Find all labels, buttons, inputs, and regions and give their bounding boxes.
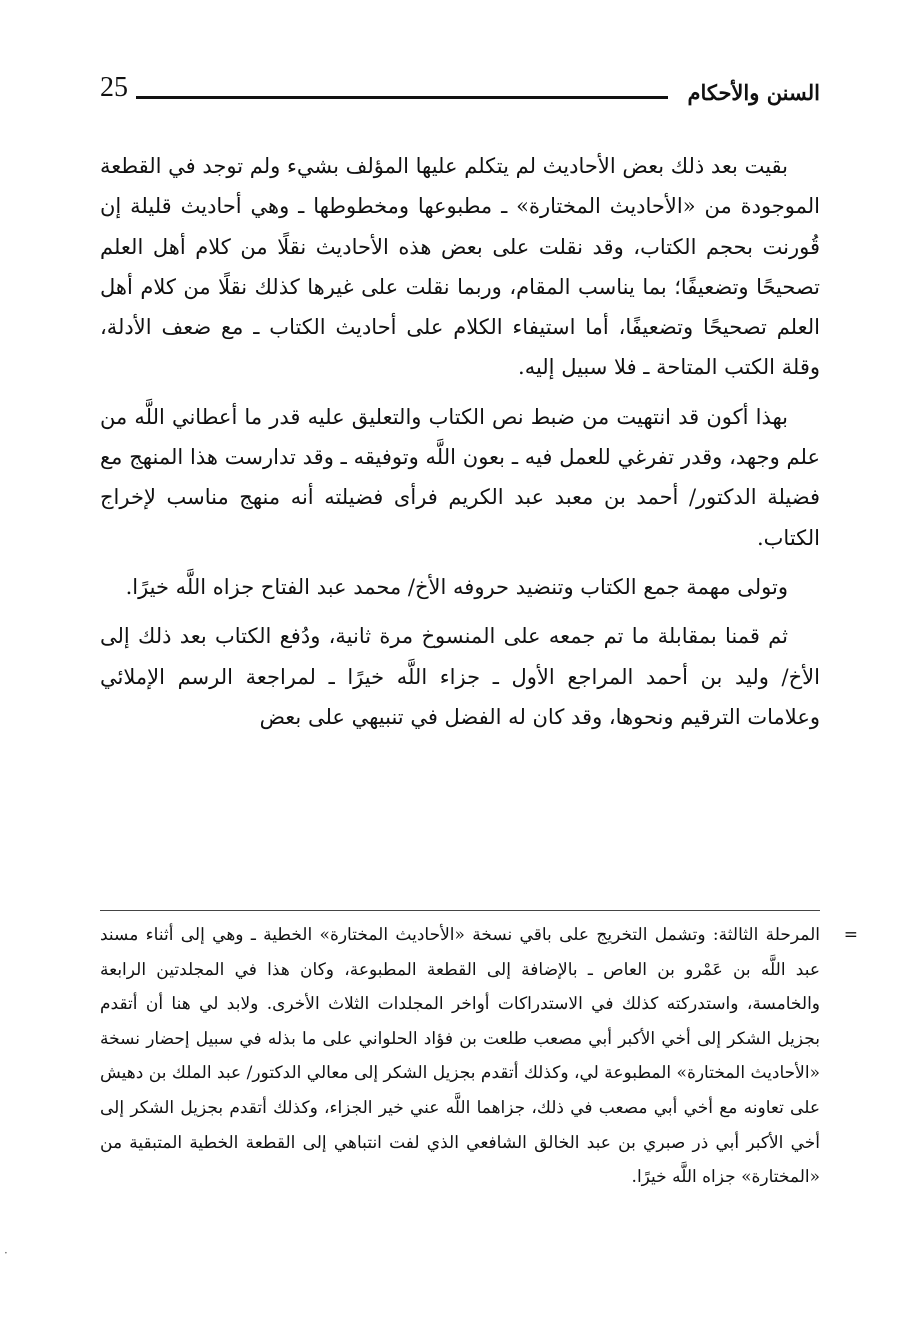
paragraph: بهذا أكون قد انتهيت من ضبط نص الكتاب والتعليق عليه قدر ما أعطاني اللَّه من علم وجهد، وقدر تفرغي للعمل فيه ـ بعون اللَّه وتوفيقه ـ وقد تدارست هذا المنهج مع فضيلة الدكتور/ أحمد بن معبد عبد الكريم فرأى فضيلته أنه منهج مناسب لإخراج الكتاب. bbox=[100, 404, 820, 550]
paragraph: ثم قمنا بمقابلة ما تم جمعه على المنسوخ مرة ثانية، ودُفع الكتاب بعد ذلك إلى الأخ/ وليد بن أحمد المراجع الأول ـ جزاء اللَّه خيرًا ـ لمراجعة الرسم الإملائي وعلامات الترقيم ونحوها، وقد كان له الفضل في تنبيهي على بعض bbox=[100, 624, 820, 729]
footnote: المرحلة الثالثة: وتشمل التخريج على باقي نسخة «الأحاديث المختارة» الخطية ـ وهي إلى أثناء مسند عبد اللَّه بن عَمْرو بن العاص ـ بالإضافة إلى القطعة المطبوعة، وكان هذا في المجلدتين الرابعة والخامسة، واستدركته كذلك في الاستدراكات أواخر المجلدات الثلاث الأخرى. ولابد لي هنا أن أتقدم بجزيل الشكر إلى أخي الأكبر أبي مصعب طلعت بن فؤاد الحلواني على ما بذله في سبيل إحضار نسخة «الأحاديث المختارة» المطبوعة لي، وكذلك أتقدم بجزيل الشكر إلى معالي الدكتور/ عبد الملك بن دهيش على تعاونه مع أخي أبي مصعب في ذلك، جزاهما اللَّه عني خير الجزاء، وكذلك أتقدم بجزيل الشكر إلى أخي الأكبر أبي ذر صبري بن عبد الخالق الشافعي الذي لفت انتباهي إلى القطعة الخطية المتبقية من «المختارة» جزاه اللَّه خيرًا. bbox=[100, 925, 820, 1188]
margin-speck: · bbox=[4, 1246, 8, 1260]
footnote-continuation-marker: = bbox=[843, 925, 858, 945]
running-title: السنن والأحكام bbox=[687, 80, 820, 105]
paragraph: بقيت بعد ذلك بعض الأحاديث لم يتكلم عليها المؤلف بشيء ولم توجد في القطعة الموجودة من «الأحاديث المختارة» ـ مطبوعها ومخطوطها ـ وهي أحاديث قليلة إن قُورنت بحجم الكتاب، وقد نقلت على بعض هذه الأحاديث نقلًا من كلام أهل العلم تصحيحًا وتضعيفًا؛ بما يناسب المقام، وربما نقلت على غيرها كذلك نقلًا من كلام أهل العلم تصحيحًا وتضعيفًا، أما استيفاء الكلام على أحاديث الكتاب ـ مع ضعف الأدلة، وقلة الكتب المتاحة ـ فلا سبيل إليه. bbox=[100, 154, 820, 380]
main-text bbox=[100, 146, 820, 746]
header-rule bbox=[136, 96, 668, 99]
footnote-rule bbox=[100, 910, 820, 911]
paragraph: وتولى مهمة جمع الكتاب وتنضيد حروفه الأخ/ محمد عبد الفتاح جزاه اللَّه خيرًا. bbox=[125, 574, 788, 599]
page-number: 25 bbox=[100, 72, 128, 103]
page-header bbox=[100, 74, 820, 118]
